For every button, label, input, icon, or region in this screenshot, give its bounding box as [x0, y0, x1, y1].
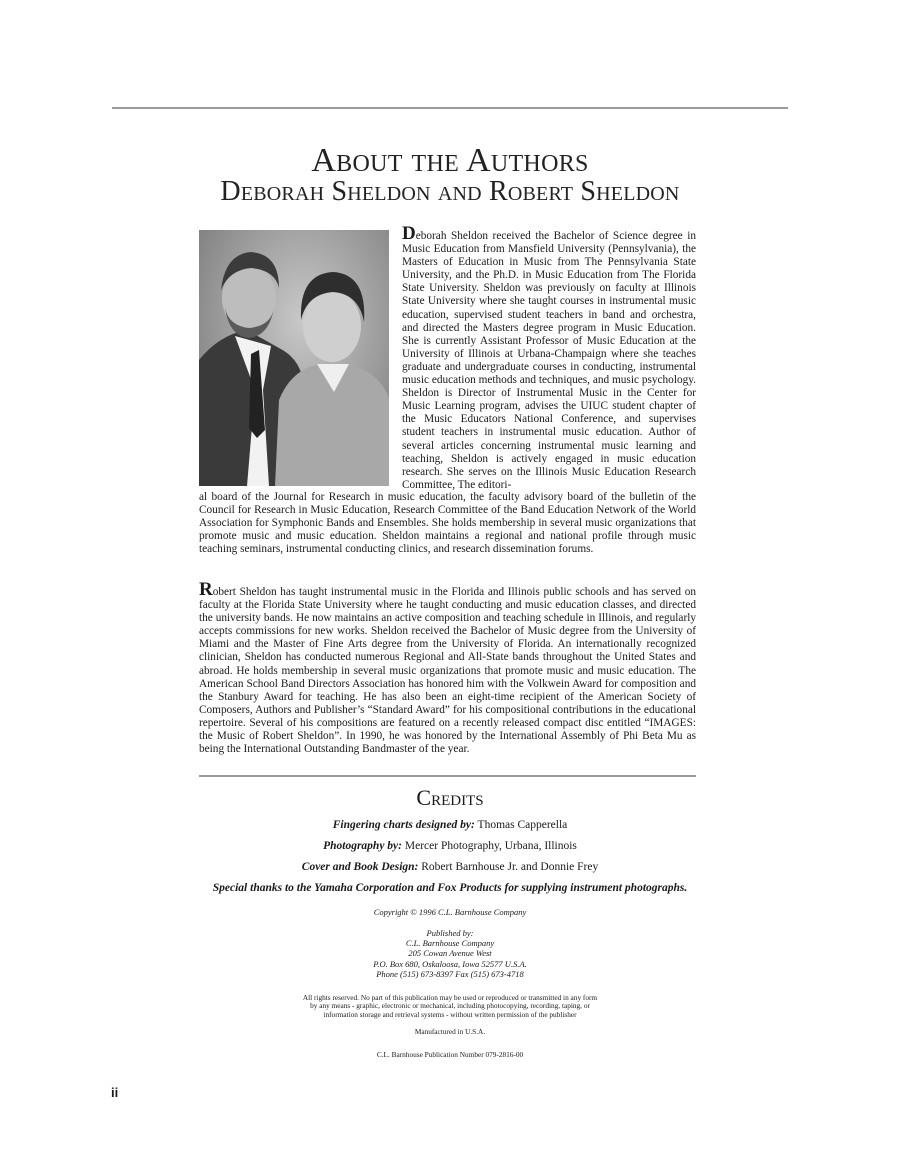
publisher-block	[0, 928, 900, 979]
credits-divider	[199, 775, 696, 777]
robert-bio	[199, 579, 696, 756]
publisher-city: P.O. Box 680, Oskaloosa, Iowa 52577 U.S.A.	[373, 958, 527, 969]
credits-title: Credits	[416, 785, 484, 810]
publisher-phone: Phone (515) 673-8397 Fax (515) 673-4718	[376, 968, 524, 979]
rights-line-1: All rights reserved. No part of this publication may be used or reproduced or transmitted in any form	[302, 993, 598, 1002]
rights-notice	[250, 994, 650, 1019]
deborah-bio-text-1: eborah Sheldon received the Bachelor of Science degree in Music Education from Mansfield University (Pennsylvania), the Masters of Education in Music from The Pennsylvania State University, and the Ph.D. in Music Education from The Florida State University. Sheldon was previously on faculty at Illinois State University where she taught courses in instrumental music education, supervised student teachers in band and orchestra, and directed the Masters degree program in Music Education. She is currently Assistant Professor of Music Education at the University of Illinois at Urbana-Champaign where she teaches graduate and undergraduate courses in conducting, instrumental music education methods and techniques, and music psychology. Sheldon is Director of Instrumental Music in the Center for Music Learning program, advises the UIUC student chapter of the Music Educators National Conference, and supervises student teachers in instrumental music education. Author of several articles concerning instrumental music learning and teaching, Sheldon is actively engaged in music education research. She serves on the Illinois Music Education Research Committee, The editori-	[402, 230, 696, 491]
credit-cover	[0, 860, 900, 874]
credit-fingering-label: Fingering charts designed by:	[332, 819, 475, 831]
credit-cover-label: Cover and Book Design:	[301, 861, 419, 873]
deborah-bio-continued: al board of the Journal for Research in music education, the faculty advisory board of the bulletin of the Council for Research in Music Education, Research Committee of the Band Education Network of the World Association for Symphonic Bands and Ensembles. She holds membership in several music organizations that promote music and music education. Sheldon maintains a regional and national profile through music teaching seminars, instrumental conducting clinics, and research dissemination forums.	[199, 491, 696, 556]
publisher-company: C.L. Barnhouse Company	[405, 938, 495, 949]
credit-cover-value: Robert Barnhouse Jr. and Donnie Frey	[421, 861, 599, 873]
published-by-label: Published by:	[426, 928, 474, 938]
dropcap-r: R	[199, 579, 213, 600]
credit-fingering-value: Thomas Capperella	[477, 819, 568, 831]
rights-line-3: information storage and retrieval systems - without written permission of the publisher	[323, 1009, 577, 1019]
page-subtitle: Deborah Sheldon and Robert Sheldon	[220, 176, 680, 207]
publication-number: C.L. Barnhouse Publication Number 079-2816-00	[376, 1050, 524, 1059]
credit-photography-value: Mercer Photography, Urbana, Illinois	[404, 840, 577, 852]
top-divider	[112, 107, 788, 109]
manufactured-line: Manufactured in U.S.A.	[414, 1027, 486, 1036]
special-thanks: Special thanks to the Yamaha Corporation and Fox Products for supplying instrument photographs.	[212, 882, 688, 894]
credit-photography	[0, 839, 900, 853]
dropcap-d: D	[402, 223, 416, 244]
robert-bio-text: obert Sheldon has taught instrumental music in the Florida and Illinois public schools and has served on faculty at the Florida State University where he taught conducting and music education classes, and directed the university bands. He now maintains an active composition and teaching schedule in Illinois, and regularly accepts commissions for new works. Sheldon received the Bachelor of Music degree from the University of Miami and the Master of Fine Arts degree from the University of Florida. An internationally recognized clinician, Sheldon has conducted numerous Regional and All-State bands throughout the United States and abroad. He holds membership in several music organizations that promote music and music education. The American School Band Directors Association has honored him with the Volkwein Award for composition and the Stanbury Award for teaching. He has also been an eight-time recipient of the American Society of Composers, Authors and Publisher’s “Standard Award” for his compositional contributions in the educational repertoire. Several of his compositions are featured on a recently released compact disc entitled “IMAGES: the Music of Robert Sheldon”. In 1990, he was honored by the International Assembly of Phi Beta Mu as being the International Outstanding Bandmaster of the year.	[199, 586, 696, 756]
authors-photo	[199, 230, 389, 486]
credit-fingering	[0, 818, 900, 832]
deborah-bio-wrapped	[402, 223, 696, 492]
page-title: About the Authors	[311, 142, 589, 179]
page-number: ii	[111, 1085, 119, 1100]
copyright-line: Copyright © 1996 C.L. Barnhouse Company	[373, 907, 527, 917]
portrait-image	[199, 230, 389, 486]
rights-line-2: by any means - graphic, electronic or mechanical, including photocopying, recording, taping, or	[310, 1001, 590, 1011]
publisher-street: 205 Cowan Avenue West	[408, 948, 492, 959]
credit-photography-label: Photography by:	[323, 840, 402, 852]
